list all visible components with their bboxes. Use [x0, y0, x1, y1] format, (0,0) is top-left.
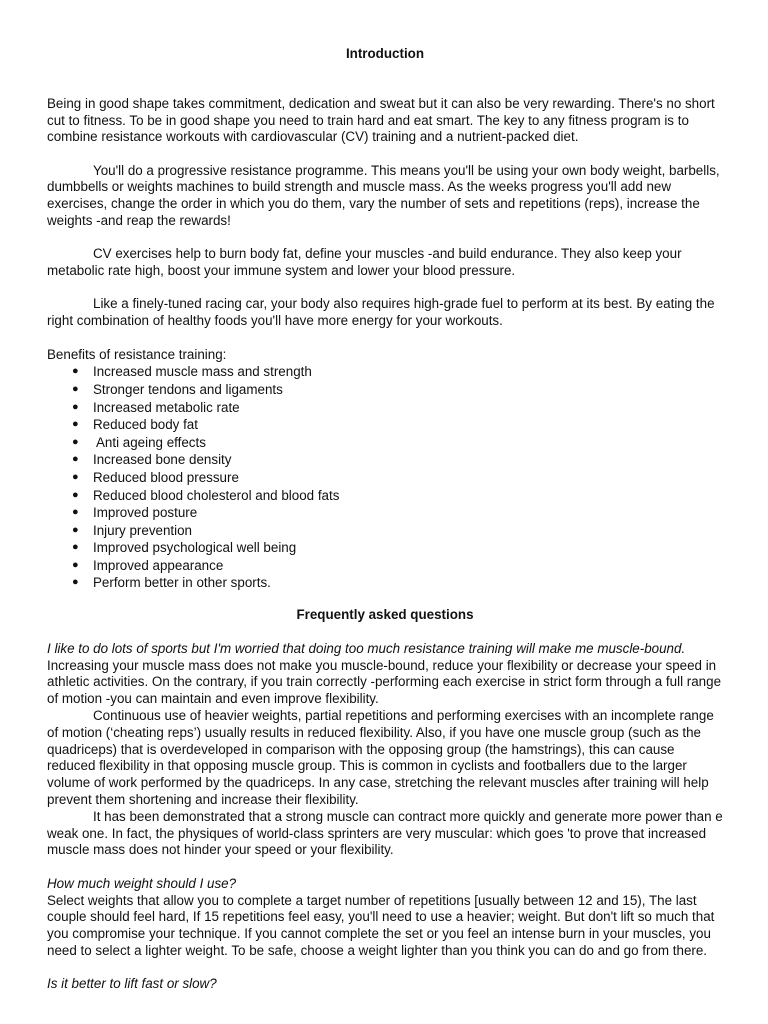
benefits-title: Benefits of resistance training:: [47, 346, 227, 362]
bullet-icon: ●: [72, 558, 79, 571]
bullet-icon: ●: [72, 470, 79, 483]
faq-heading: Frequently asked questions: [296, 607, 474, 623]
faq-answer-2: Select weights that allow you to complete a target number of repetitions [usually between 12 and 15), The last couple should feel hard, If 15 repetitions feel easy, you'll need to use a heavier; weight. But don't lift so much that you compromise your technique. If you cannot complete the set or you feel an intense burn in your muscles, you need to select a lighter weight. To be safe, choose a weight lighter than you think you can do and go from there.: [47, 892, 715, 958]
faq-entry-1: [47, 641, 723, 859]
list-item-text: Reduced body fat: [93, 417, 198, 433]
list-item-text: Perform better in other sports.: [93, 575, 271, 591]
document-page: [47, 46, 723, 1010]
bullet-icon: ●: [72, 506, 79, 519]
list-item: [47, 399, 723, 417]
bullet-icon: ●: [72, 418, 79, 431]
list-item-text: Increased bone density: [93, 452, 232, 468]
faq-question-3: Is it better to lift fast or slow?: [47, 976, 217, 992]
faq-question-2: How much weight should I use?: [47, 875, 237, 891]
list-item-text: Reduced blood cholesterol and blood fats: [93, 487, 340, 503]
list-item-text: Injury prevention: [93, 522, 192, 538]
list-item: [47, 504, 723, 522]
list-item-text: Stronger tendons and ligaments: [93, 381, 283, 397]
intro-paragraph-2: You'll do a progressive resistance programme. This means you'll be using your own body weight, barbells, dumbbells or weights machines to build strength and muscle mass. As the weeks progress you'll add new exercises, change the order in which you do them, vary the number of sets and repetitions (reps), increase the weights -and reap the rewards!: [47, 162, 720, 229]
introduction-heading: Introduction: [345, 46, 425, 61]
faq-question-1: I like to do lots of sports but I'm worried that doing too much resistance training will make me muscle-bound.: [47, 640, 686, 656]
faq-entry-3: [47, 976, 723, 993]
list-item: [47, 434, 723, 452]
list-item: [47, 522, 723, 540]
bullet-icon: ●: [72, 365, 79, 378]
bullet-icon: ●: [72, 400, 79, 413]
list-item-text: Increased muscle mass and strength: [93, 364, 312, 380]
bullet-icon: ●: [72, 435, 79, 448]
faq-answer-1-paragraph-2: Continuous use of heavier weights, partial repetitions and performing exercises with an incomplete range of motion (‘cheating reps’) usually results in reduced flexibility. Also, if you have one muscle group (such as the quadriceps) that is overdeveloped in comparison with the opposing group (the hamstrings), this can cause reduced flexibility in that opposing muscle group. This is common in cyclists and footballers due to the larger volume of work performed by the quadriceps. In any case, stretching the relevant muscles after training will help prevent them shortening and increase their flexibility.: [47, 708, 714, 808]
list-item: [47, 381, 723, 399]
faq-answer-1-paragraph-3: It has been demonstrated that a strong muscle can contract more quickly and generate more power than e weak one. In fact, the physiques of world-class sprinters are very muscular: which goes 'to prove that increased muscle mass does not hinder your speed or your flexibility.: [47, 808, 723, 858]
list-item: [47, 469, 723, 487]
intro-paragraph-4: Like a finely-tuned racing car, your body also requires high-grade fuel to perform at its best. By eating the right combination of healthy foods you'll have more energy for your workouts.: [47, 296, 715, 329]
list-item: [47, 487, 723, 505]
list-item: [47, 416, 723, 434]
list-item-text: Increased metabolic rate: [93, 399, 240, 415]
list-item-text: Anti ageing effects: [93, 434, 206, 450]
bullet-icon: ●: [72, 382, 79, 395]
benefits-list: [47, 363, 723, 592]
list-item: [47, 451, 723, 469]
list-item-text: Reduced blood pressure: [93, 469, 239, 485]
list-item-text: Improved posture: [93, 505, 198, 521]
faq-answer-1-paragraph-1: Increasing your muscle mass does not make you muscle-bound, reduce your flexibility or decrease your speed in athletic activities. On the contrary, if you train correctly -performing each exercise in strict form through a full range of motion -you can maintain and even improve flexibility.: [47, 657, 722, 707]
intro-paragraph-1: Being in good shape takes commitment, dedication and sweat but it can also be very rewarding. There's no short cut to fitness. To be in good shape you need to train hard and eat smart. The key to any fitness program is to combine resistance workouts with cardiovascular (CV) training and a nutrient-packed diet.: [47, 95, 715, 145]
list-item-text: Improved psychological well being: [93, 540, 297, 556]
intro-paragraph-3: CV exercises help to burn body fat, define your muscles -and build endurance. They also keep your metabolic rate high, boost your immune system and lower your blood pressure.: [47, 246, 682, 279]
list-item: [47, 539, 723, 557]
list-item: [47, 363, 723, 381]
bullet-icon: ●: [72, 541, 79, 554]
bullet-icon: ●: [72, 488, 79, 501]
bullet-icon: ●: [72, 523, 79, 536]
list-item: [47, 557, 723, 575]
list-item-text: Improved appearance: [93, 557, 224, 573]
list-item: [47, 574, 723, 592]
bullet-icon: ●: [72, 576, 79, 589]
faq-entry-2: [47, 876, 723, 960]
bullet-icon: ●: [72, 453, 79, 466]
